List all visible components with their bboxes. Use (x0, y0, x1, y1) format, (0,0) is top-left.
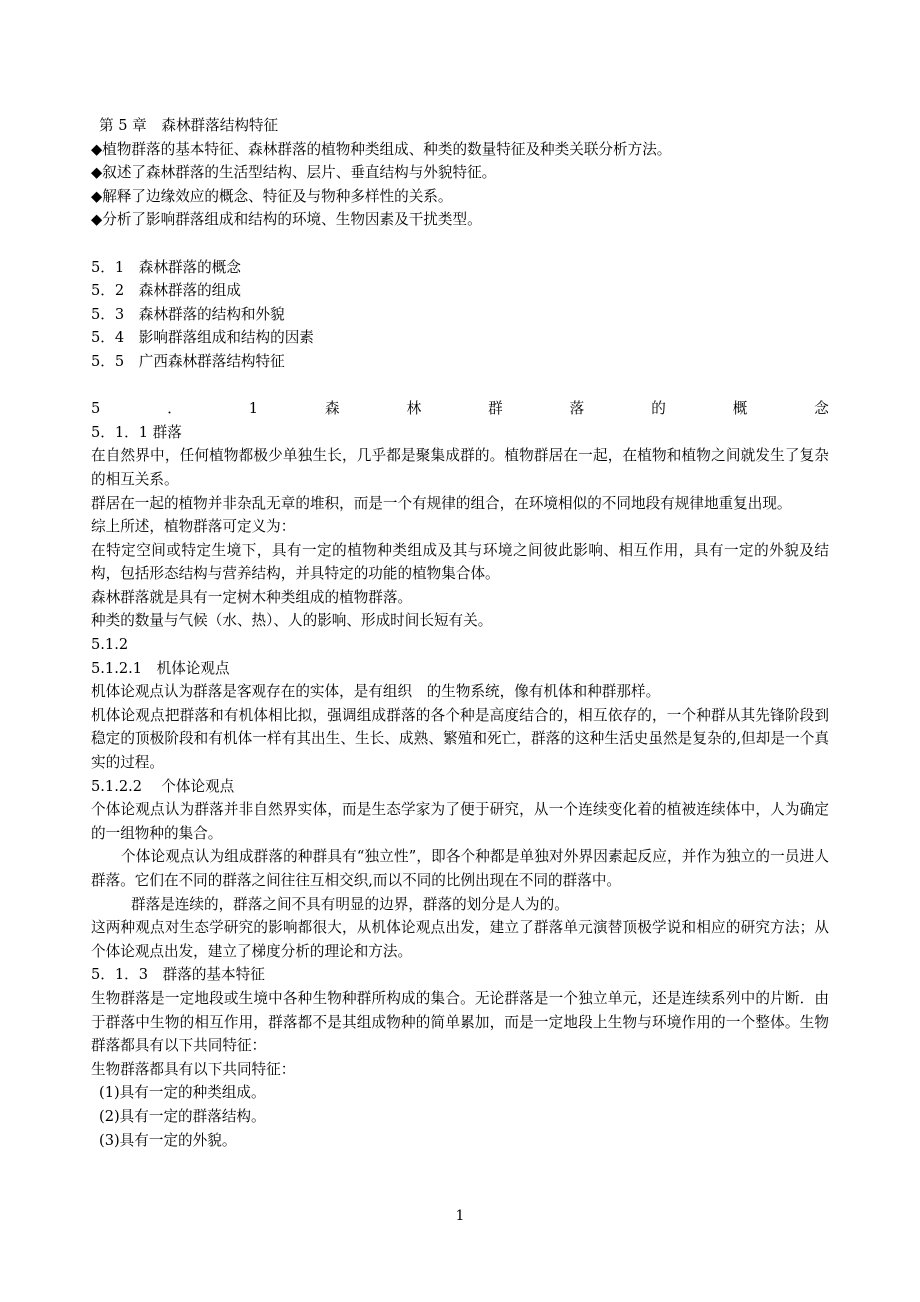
summary-item-1: ◆植物群落的基本特征、森林群落的植物种类组成、种类的数量特征及种类关联分析方法。 (91, 140, 672, 158)
feature-item-1: (1)具有一定的种类组成。 (99, 1084, 266, 1102)
paragraph: 群落是连续的，群落之间不具有明显的边界，群落的划分是人为的。 (131, 895, 569, 913)
section-heading-5-1 (91, 397, 829, 421)
heading-char: 林 (406, 400, 422, 418)
page-number: 1 (455, 1208, 465, 1224)
paragraph: 生物群落都具有以下共同特征： (91, 1060, 296, 1078)
feature-item-2: (2)具有一定的群落结构。 (99, 1107, 266, 1125)
subsubsection-heading-5-1-2-1: 5.1.2.1 机体论观点 (91, 659, 230, 677)
summary-item-3: ◆解释了边缘效应的概念、特征及与物种多样性的关系。 (91, 187, 453, 205)
subsection-heading-5-1-1: 5．1．1 群落 (91, 423, 182, 441)
paragraph: 在特定空间或特定生境下，具有一定的植物种类组成及其与环境之间彼此影响、相互作用，具有一定的外貌及结构，包括形态结构与营养结构，并具特定的功能的植物集合体。 (91, 541, 829, 583)
document-page (91, 114, 829, 1152)
paragraph: 个体论观点认为组成群落的种群具有“独立性”，即各个种都是单独对外界因素起反应，并作为独立的一员进人群落。它们在不同的群落之间往往互相交织,而以不同的比例出现在不同的群落中。 (91, 848, 829, 889)
summary-item-2: ◆叙述了森林群落的生活型结构、层片、垂直结构与外貌特征。 (91, 164, 497, 182)
chapter-title: 第 5 章 森林群落结构特征 (99, 117, 279, 134)
paragraph: 机体论观点认为群落是客观存在的实体，是有组织 的生物系统，像有机体和种群那样。 (91, 683, 661, 701)
paragraph: 这两种观点对生态学研究的影响都很大，从机体论观点出发，建立了群落单元演替顶极学说和相应的研究方法；从个体论观点出发，建立了梯度分析的理论和方法。 (91, 919, 829, 960)
heading-char: 1 (248, 400, 259, 418)
subsubsection-heading-5-1-2-2: 5.1.2.2 个体论观点 (91, 777, 235, 795)
heading-char: 群 (488, 400, 503, 418)
spacer (91, 232, 829, 256)
summary-item-4: ◆分析了影响群落组成和结构的环境、生物因素及干扰类型。 (91, 211, 482, 229)
paragraph: 机体论观点把群落和有机体相比拟，强调组成群落的各个种是高度结合的，相互依存的，一个种群从其先锋阶段到稳定的顶极阶段和有机体一样有其出生、生长、成熟、繁殖和死亡，群落的这种生活史虽然是复杂的,但却是一个真实的过程。 (91, 706, 829, 772)
paragraph: 个体论观点认为群落并非自然界实体，而是生态学家为了便于研究，从一个连续变化着的植被连续体中，人为确定的一组物种的集合。 (91, 801, 829, 842)
toc-item-1: 5．1 森林群落的概念 (91, 258, 241, 276)
toc-item-5: 5．5 广西森林群落结构特征 (91, 352, 285, 370)
paragraph: 森林群落就是具有一定树木种类组成的植物群落。 (91, 588, 413, 606)
subsection-heading-5-1-3: 5．1．3 群落的基本特征 (91, 966, 265, 984)
subsection-heading-5-1-2: 5.1.2 (91, 636, 129, 654)
heading-char: 5 (91, 400, 101, 418)
spacer (91, 374, 829, 398)
heading-char: 的 (651, 400, 666, 418)
feature-item-3: (3)具有一定的外貌。 (99, 1131, 237, 1149)
heading-char: ． (167, 400, 182, 418)
heading-char: 念 (814, 400, 829, 418)
toc-item-2: 5．2 森林群落的组成 (91, 282, 241, 300)
heading-char: 森 (325, 400, 340, 418)
toc-item-3: 5．3 森林群落的结构和外貌 (91, 305, 285, 323)
paragraph: 在自然界中，任何植物都极少单独生长，几乎都是聚集成群的。植物群居在一起，在植物和植物之间就发生了复杂的相互关系。 (91, 447, 829, 488)
heading-char: 概 (732, 400, 748, 418)
paragraph: 生物群落是一定地段或生境中各种生物种群所构成的集合。无论群落是一个独立单元，还是连续系列中的片断．由于群落中生物的相互作用，群落都不是其组成物种的简单累加，而是一定地段上生物与环境作用的一个整体。生物群落都具有以下共同特征： (91, 989, 829, 1055)
paragraph: 综上所述，植物群落可定义为： (91, 518, 296, 536)
paragraph: 种类的数量与气候（水、热）、人的影响、形成时间长短有关。 (91, 612, 493, 630)
toc-item-4: 5．4 影响群落组成和结构的因素 (91, 329, 314, 347)
heading-char: 落 (569, 400, 585, 418)
paragraph: 群居在一起的植物并非杂乱无章的堆积，而是一个有规律的组合，在环境相似的不同地段有规律地重复出现。 (91, 494, 792, 512)
